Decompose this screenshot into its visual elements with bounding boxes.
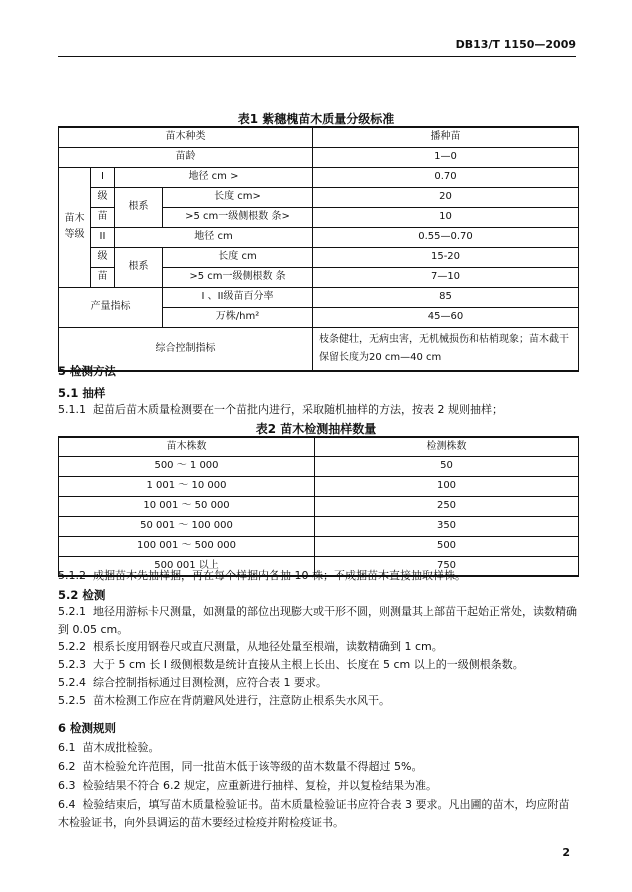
g1-diam-value: 0.70 bbox=[313, 167, 579, 187]
section-6-title: 6 检测规则 bbox=[58, 721, 117, 735]
grade2-char-2: 级 bbox=[91, 247, 115, 267]
t2-sample: 500 bbox=[315, 536, 579, 556]
t2-header-total: 苗木株数 bbox=[59, 437, 315, 456]
t2-sample: 100 bbox=[315, 476, 579, 496]
grade-group-label bbox=[59, 167, 91, 287]
standard-code: DB13/T 1150—2009 bbox=[455, 38, 576, 51]
t2-range: 10 001 ～ 50 000 bbox=[59, 496, 315, 516]
g1-len-value: 20 bbox=[313, 187, 579, 207]
grade1-char-3: 苗 bbox=[91, 207, 115, 227]
yield-density-label: 万株/hm² bbox=[163, 307, 313, 327]
para-5-2-5 bbox=[58, 692, 578, 710]
table1-caption: 表1 紫穗槐苗木质量分级标准 bbox=[237, 112, 395, 126]
para-number: 6.1 bbox=[58, 741, 76, 754]
para-6-3 bbox=[58, 777, 578, 795]
grade2-char-1: II bbox=[91, 227, 115, 247]
para-number: 5.1.1 bbox=[58, 403, 86, 416]
g2-count-label: >5 cm一级侧根数 条 bbox=[163, 267, 313, 287]
para-text: 起苗后苗木质量检测要在一个苗批内进行，采取随机抽样的方法，按表 2 规则抽样； bbox=[93, 403, 503, 416]
para-number: 6.4 bbox=[58, 798, 76, 811]
g2-diam-value: 0.55—0.70 bbox=[313, 227, 579, 247]
yield-density-value: 45—60 bbox=[313, 307, 579, 327]
g2-root-label: 根系 bbox=[115, 247, 163, 287]
t2-range: 50 001 ～ 100 000 bbox=[59, 516, 315, 536]
g1-diam-label: 地径 cm > bbox=[115, 167, 313, 187]
para-number: 5.2.2 bbox=[58, 640, 86, 653]
grade-group-text: 苗木 等级 bbox=[64, 213, 85, 240]
para-5-2-4 bbox=[58, 674, 578, 692]
t2-header-sample: 检测株数 bbox=[315, 437, 579, 456]
yield-label: 产量指标 bbox=[59, 287, 163, 327]
para-text: 苗木检验允许范围，同一批苗木低于该等级的苗木数量不得超过 5%。 bbox=[82, 760, 423, 773]
para-text: 苗木成批检验。 bbox=[82, 741, 160, 754]
g2-diam-label: 地径 cm bbox=[115, 227, 313, 247]
para-number: 5.2.5 bbox=[58, 694, 86, 707]
grade1-char-1: I bbox=[91, 167, 115, 187]
g2-count-value: 7—10 bbox=[313, 267, 579, 287]
g2-len-label: 长度 cm bbox=[163, 247, 313, 267]
para-5-2-3 bbox=[58, 656, 578, 674]
age-label: 苗龄 bbox=[59, 147, 313, 167]
yield-percent-value: 85 bbox=[313, 287, 579, 307]
para-5-1-2 bbox=[58, 567, 578, 585]
t2-range: 500 001 以上 bbox=[59, 556, 315, 576]
para-number: 5.1.2 bbox=[58, 569, 86, 582]
para-text: 大于 5 cm 长 I 级侧根数是统计直接从主根上长出、长度在 5 cm 以上的一级侧根条数。 bbox=[93, 658, 524, 671]
para-6-1 bbox=[58, 739, 578, 757]
header-rule bbox=[58, 56, 576, 57]
g2-len-value: 15-20 bbox=[313, 247, 579, 267]
control-label: 综合控制指标 bbox=[59, 327, 313, 371]
t2-sample: 50 bbox=[315, 456, 579, 476]
table1 bbox=[58, 126, 579, 372]
t2-sample: 750 bbox=[315, 556, 579, 576]
col-header-species: 苗木种类 bbox=[59, 127, 313, 147]
section-5-2-title: 5.2 检测 bbox=[58, 588, 106, 602]
g1-count-label: >5 cm一级侧根数 条> bbox=[163, 207, 313, 227]
para-number: 6.2 bbox=[58, 760, 76, 773]
g1-root-label: 根系 bbox=[115, 187, 163, 227]
g1-count-value: 10 bbox=[313, 207, 579, 227]
table2 bbox=[58, 436, 579, 577]
age-value: 1—0 bbox=[313, 147, 579, 167]
t2-sample: 350 bbox=[315, 516, 579, 536]
para-text: 检验结束后，填写苗木质量检验证书。苗木质量检验证书应符合表 3 要求。凡出圃的苗木，均应附苗木检验证书，向外县调运的苗木要经过检疫并附检疫证书。 bbox=[58, 798, 570, 829]
t2-range: 100 001 ～ 500 000 bbox=[59, 536, 315, 556]
section-5-title: 5 检测方法 bbox=[58, 364, 117, 378]
para-number: 6.3 bbox=[58, 779, 76, 792]
grade2-char-3: 苗 bbox=[91, 267, 115, 287]
para-6-4 bbox=[58, 796, 578, 832]
section-5-1-title: 5.1 抽样 bbox=[58, 386, 106, 400]
para-text: 综合控制指标通过目测检测，应符合表 1 要求。 bbox=[93, 676, 327, 689]
para-text: 苗木检测工作应在背荫避风处进行，注意防止根系失水风干。 bbox=[93, 694, 390, 707]
para-5-2-2 bbox=[58, 638, 578, 656]
para-6-2 bbox=[58, 758, 578, 776]
col-header-seedling: 播种苗 bbox=[313, 127, 579, 147]
para-number: 5.2.3 bbox=[58, 658, 86, 671]
para-5-1-1 bbox=[58, 401, 578, 419]
g1-len-label: 长度 cm> bbox=[163, 187, 313, 207]
para-number: 5.2.4 bbox=[58, 676, 86, 689]
page-number: 2 bbox=[562, 846, 570, 859]
t2-sample: 250 bbox=[315, 496, 579, 516]
yield-percent-label: I 、II级苗百分率 bbox=[163, 287, 313, 307]
para-5-2-1 bbox=[58, 603, 578, 639]
t2-range: 1 001 ～ 10 000 bbox=[59, 476, 315, 496]
para-text: 成捆苗木先抽样捆，再在每个样捆内各抽 10 株；不成捆苗木直接抽取样株。 bbox=[93, 569, 466, 582]
para-number: 5.2.1 bbox=[58, 605, 86, 618]
table2-caption: 表2 苗木检测抽样数量 bbox=[255, 422, 377, 436]
para-text: 根系长度用钢卷尺或直尺测量，从地径处量至根端，读数精确到 1 cm。 bbox=[93, 640, 443, 653]
t2-range: 500 ～ 1 000 bbox=[59, 456, 315, 476]
para-text: 检验结果不符合 6.2 规定，应重新进行抽样、复检，并以复检结果为准。 bbox=[82, 779, 437, 792]
para-text: 地径用游标卡尺测量，如测量的部位出现膨大或干形不圆，则测量其上部苗干起始正常处，读数精确到 0.05 cm。 bbox=[58, 605, 577, 636]
control-text: 枝条健壮，无病虫害，无机械损伤和枯梢现象；苗木截干保留长度为20 cm—40 cm bbox=[313, 327, 579, 371]
grade1-char-2: 级 bbox=[91, 187, 115, 207]
